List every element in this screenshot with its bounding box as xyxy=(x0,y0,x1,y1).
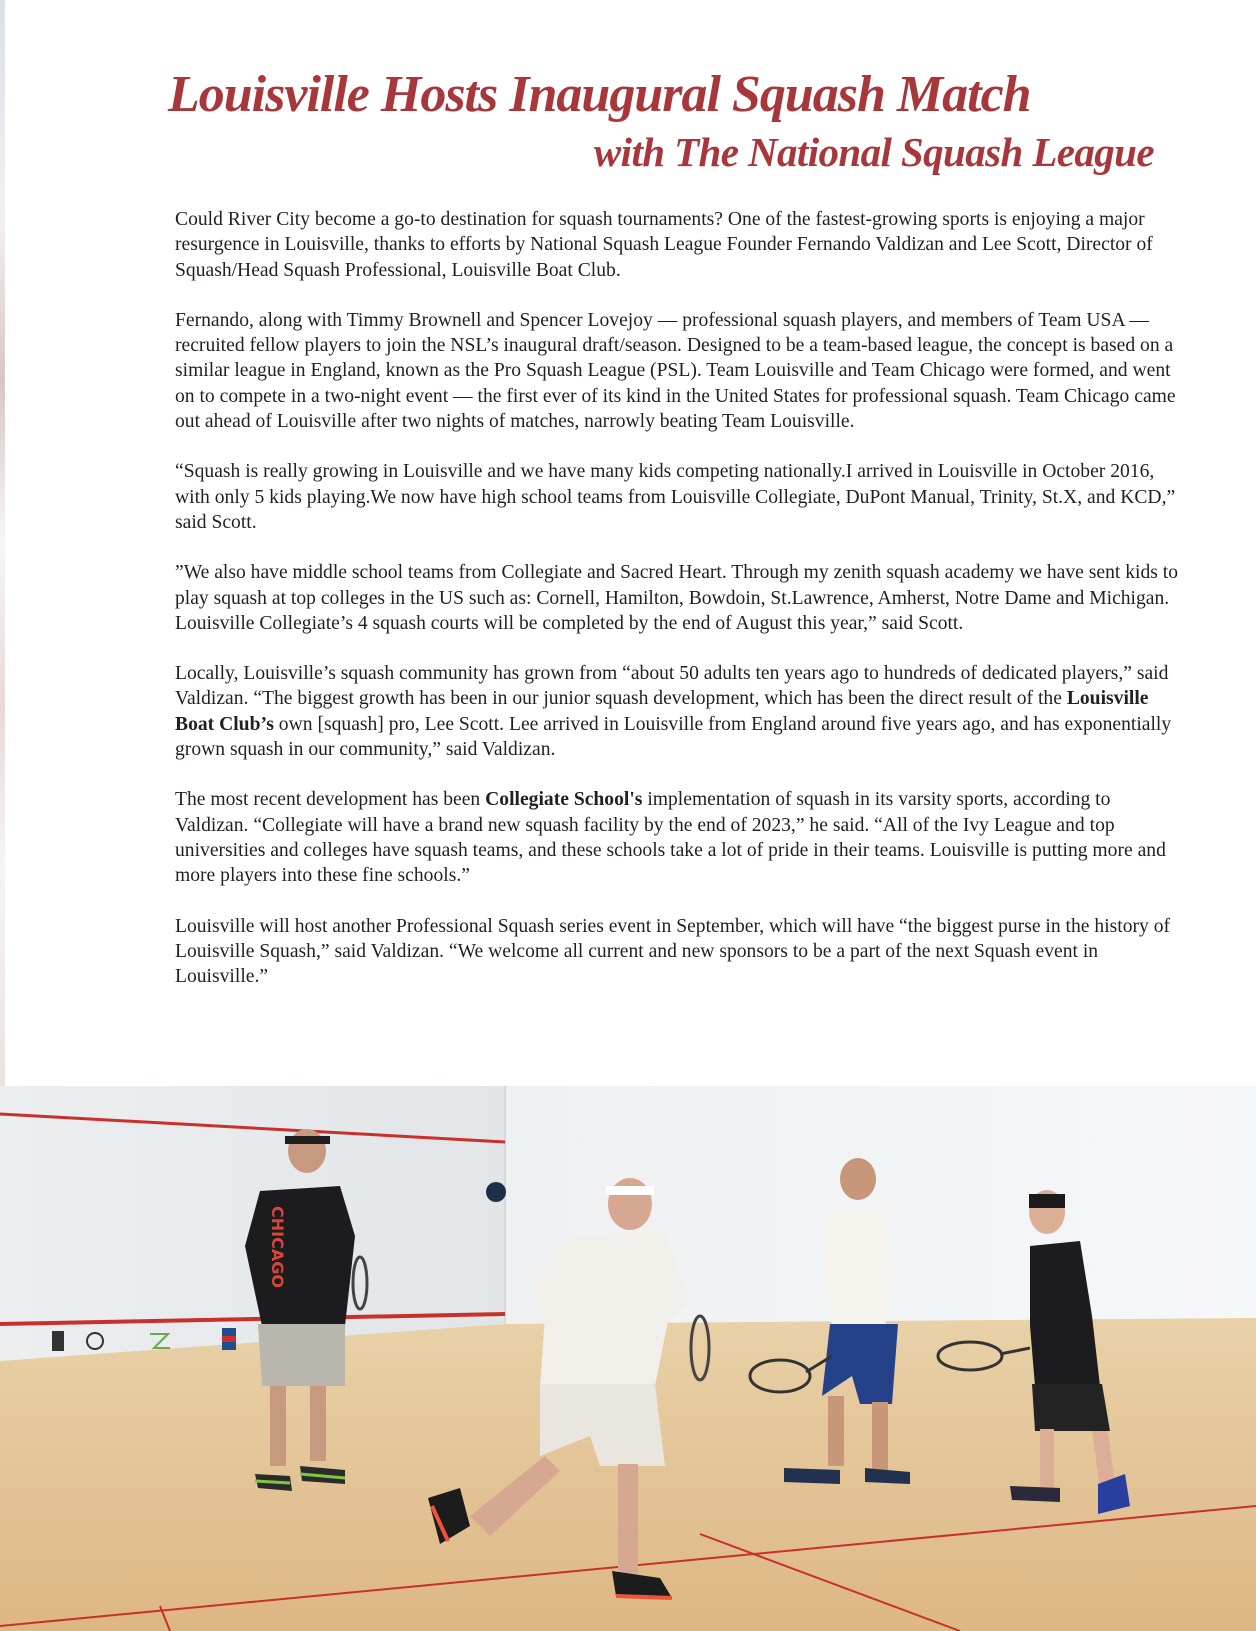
article-title: Louisville Hosts Inaugural Squash Match xyxy=(168,66,1031,123)
collegiate-school-emphasis: Collegiate School's xyxy=(485,789,643,811)
squash-court-illustration xyxy=(0,1086,1256,1631)
paragraph-5-text-b: own [squash] pro, Lee Scott. Lee arrived in Louisville from England around five years ago, and has exponentially grown squash in our community,” said Valdizan. xyxy=(175,713,1172,761)
page-edge-strip xyxy=(0,0,5,1086)
paragraph-2: Fernando, along with Timmy Brownell and Spencer Lovejoy — professional squash players, and members of Team USA — recruited fellow players to join the NSL’s inaugural draft/season. Designed to be a team-based league, the concept is based on a similar league in England, known as the Pro Squash League (PSL). Team Louisville and Team Chicago were formed, and went on to compete in a two-night event — the first ever of its kind in the United States for professional squash. Team Chicago came out ahead of Louisville after two nights of matches, narrowly beating Team Louisville. xyxy=(175,309,1176,433)
paragraph-4: ”We also have middle school teams from Collegiate and Sacred Heart. Through my zenith squash academy we have sent kids to play squash at top colleges in the US such as: Cornell, Hamilton, Bowdoin, St.Lawrence, Amherst, Notre Dame and Michigan. Louisville Collegiate’s 4 squash courts will be completed by the end of August this year,” said Scott. xyxy=(175,562,1179,634)
paragraph-5-text-a: Locally, Louisville’s squash community has grown from “about 50 adults ten years ago to hundreds of dedicated players,” said Valdizan. “The biggest growth has been in our junior squash development, which has been the direct result of the xyxy=(175,663,1169,710)
article-body xyxy=(175,207,1185,1014)
paragraph-7: Louisville will host another Professional Squash series event in September, which will have “the biggest purse in the history of Louisville Squash,” said Valdizan. “We welcome all current and new sponsors to be a part of the next Squash event in Louisville.” xyxy=(175,915,1171,988)
paragraph-5 xyxy=(175,661,1185,762)
paragraph-6-text-b: implementation of squash in its varsity sports, according to Valdizan. “Collegiate will have a brand new squash facility by the end of 2023,” he said. “All of the Ivy League and top universities and colleges have squash teams, and these schools take a lot of pride in their teams. Louisville is putting more and more players into these fine schools.” xyxy=(175,789,1166,887)
paragraph-3: “Squash is really growing in Louisville and we have many kids competing nationally.I arrived in Louisville in October 2016, with only 5 kids playing.We now have high school teams from Louisville Collegiate, DuPont Manual, Trinity, St.X, and KCD,” said Scott. xyxy=(175,461,1176,533)
paragraph-6 xyxy=(175,787,1185,888)
squash-ball xyxy=(486,1182,506,1202)
article-subtitle: with The National Squash League xyxy=(593,129,1154,175)
chicago-shirt-text: CHICAGO xyxy=(268,1206,287,1288)
boat-club-emphasis: Louisville Boat Club’s xyxy=(175,688,1149,735)
squash-match-photo xyxy=(0,1086,1256,1631)
paragraph-6-text-a: The most recent development has been xyxy=(175,789,486,811)
paragraph-1: Could River City become a go-to destination for squash tournaments? One of the fastest-growing sports is enjoying a major resurgence in Louisville, thanks to efforts by National Squash League Founder Fernando Valdizan and Lee Scott, Director of Squash/Head Squash Professional, Louisville Boat Club. xyxy=(175,209,1153,281)
